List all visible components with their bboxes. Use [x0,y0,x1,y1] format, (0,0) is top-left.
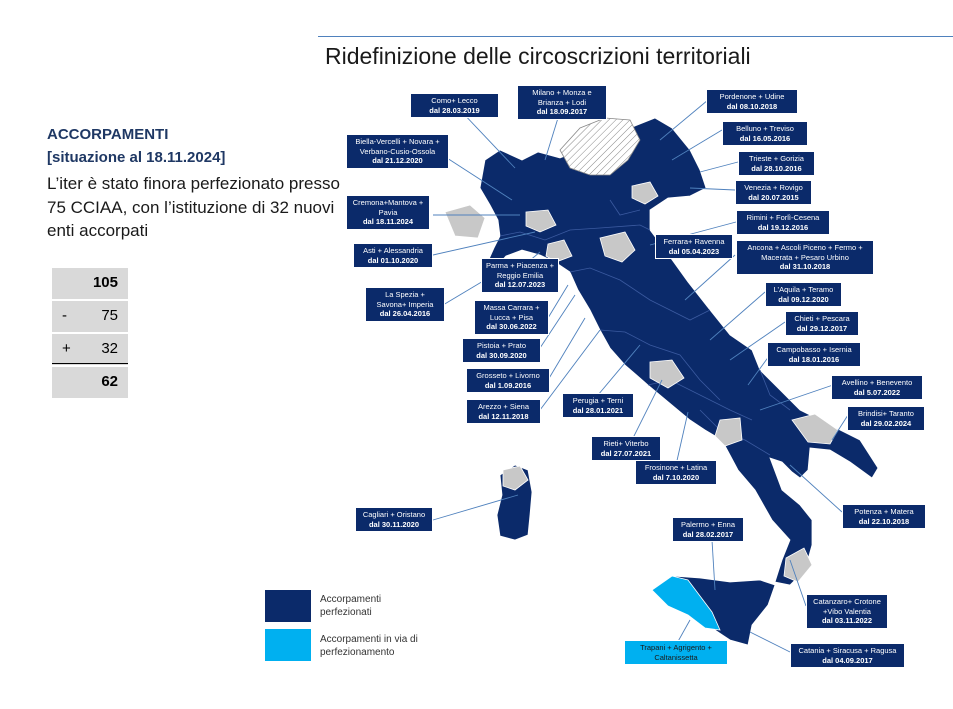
label-campobasso: Campobasso + Isernia dal 18.01.2016 [767,342,861,367]
label-laquila: L’Aquila + Teramo dal 09.12.2020 [765,282,842,307]
label-como-lecco: Como+ Lecco dal 28.03.2019 [410,93,499,118]
legend-label-pending: Accorpamenti in via di perfezionamento [320,634,418,658]
label-chieti: Chieti + Pescara dal 29.12.2017 [785,311,859,336]
label-catanzaro: Catanzaro+ Crotone +Vibo Valentia dal 03.11.2022 [806,594,888,629]
label-parma: Parma + Piacenza + Reggio Emilia dal 12.07.2023 [481,258,559,293]
table-sign: - [62,307,67,324]
table-value: 105 [92,274,118,291]
status-date-heading: [situazione al 18.11.2024] [47,149,226,166]
label-cagliari: Cagliari + Oristano dal 30.11.2020 [355,507,433,532]
label-grosseto: Grosseto + Livorno dal 1.09.2016 [466,368,550,393]
table-value: 75 [101,307,118,324]
label-frosinone: Frosinone + Latina dal 7.10.2020 [635,460,717,485]
label-venezia-rovigo: Venezia + Rovigo dal 20.07.2015 [735,180,812,205]
summary-text: L’iter è stato finora perfezionato presso 75 CCIAA, con l’istituzione di 32 nuovi enti accorpati [47,174,340,240]
label-pistoia: Pistoia + Prato dal 30.09.2020 [462,338,541,363]
page-title: Ridefinizione delle circoscrizioni territoriali [325,43,751,69]
table-value: 32 [101,340,118,357]
label-trieste-gorizia: Trieste + Gorizia dal 28.10.2016 [738,151,815,176]
table-sign: + [62,340,71,357]
legend-swatch-pending [265,629,311,661]
label-ancona: Ancona + Ascoli Piceno + Fermo + Macerata + Pesaro Urbino dal 31.10.2018 [736,240,874,275]
label-potenza: Potenza + Matera dal 22.10.2018 [842,504,926,529]
label-biella: Biella-Vercelli + Novara + Verbano-Cusio-Ossola dal 21.12.2020 [346,134,449,169]
label-avellino: Avellino + Benevento dal 5.07.2022 [831,375,923,400]
label-pordenone-udine: Pordenone + Udine dal 08.10.2018 [706,89,798,114]
label-milano: Milano + Monza e Brianza + Lodi dal 18.09.2017 [517,85,607,120]
label-asti: Asti + Alessandria dal 01.10.2020 [353,243,433,268]
label-brindisi: Brindisi+ Taranto dal 29.02.2024 [847,406,925,431]
label-rieti: Rieti+ Viterbo dal 27.07.2021 [591,436,661,461]
label-ferrara: Ferrara+ Ravenna dal 05.04.2023 [655,234,733,259]
label-trapani-pending: Trapani + Agrigento + Caltanissetta [624,640,728,665]
legend-swatch-done [265,590,311,622]
label-rimini: Rimini + Forlì-Cesena dal 19.12.2016 [736,210,830,235]
label-belluno-treviso: Belluno + Treviso dal 16.05.2016 [722,121,808,146]
label-palermo: Palermo + Enna dal 28.02.2017 [672,517,744,542]
label-catania: Catania + Siracusa + Ragusa dal 04.09.2017 [790,643,905,668]
legend-label-done: Accorpamenti perfezionati [320,594,382,618]
label-massa: Massa Carrara + Lucca + Pisa dal 30.06.2022 [474,300,549,335]
label-perugia: Perugia + Terni dal 28.01.2021 [562,393,634,418]
label-arezzo: Arezzo + Siena dal 12.11.2018 [466,399,541,424]
section-heading: ACCORPAMENTI [47,126,169,143]
label-la-spezia: La Spezia + Savona+ Imperia dal 26.04.2016 [365,287,445,322]
table-value: 62 [101,373,118,390]
label-cremona: Cremona+Mantova + Pavia dal 18.11.2024 [346,195,430,230]
